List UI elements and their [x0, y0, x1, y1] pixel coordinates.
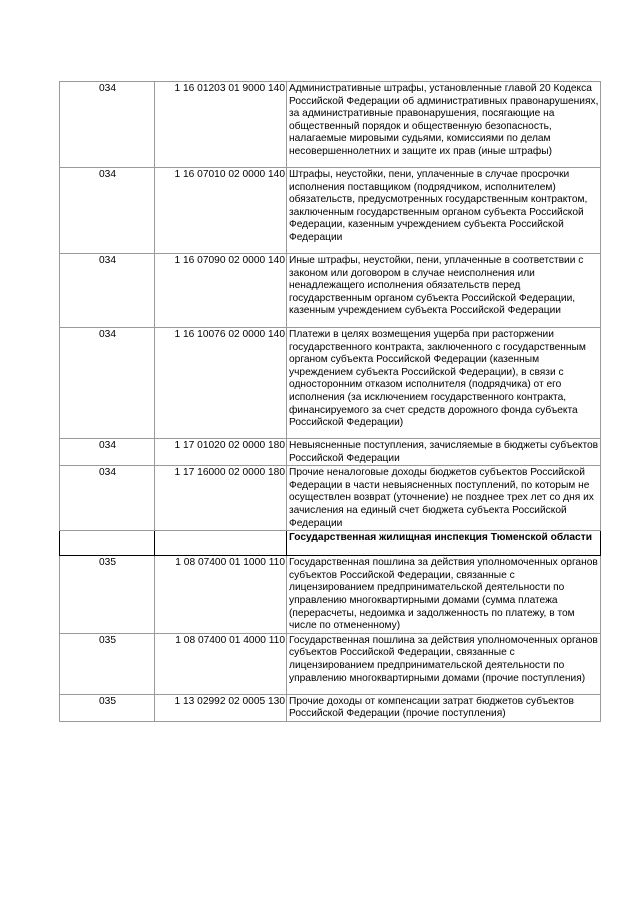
admin-code-cell: 034 — [60, 439, 155, 466]
kbk-code-cell: 1 17 16000 02 0000 180 — [155, 466, 287, 531]
kbk-code-cell: 1 16 07090 02 0000 140 — [155, 254, 287, 328]
kbk-code-cell: 1 13 02992 02 0005 130 — [155, 694, 287, 721]
admin-code-cell: 035 — [60, 556, 155, 634]
revenue-name-cell: Прочие неналоговые доходы бюджетов субъектов Российской Федерации в части невыясненных поступлений, по которым не осуществлен возврат (уточнение) не позднее трех лет со дня их зачисления на единый счет бюджета субъекта Российской Федерации — [287, 466, 601, 531]
admin-code-cell: 034 — [60, 328, 155, 439]
table-row — [60, 439, 601, 466]
kbk-code-cell — [155, 531, 287, 556]
revenue-name-cell: Прочие доходы от компенсации затрат бюджетов субъектов Российской Федерации (прочие поступления) — [287, 694, 601, 721]
kbk-code-cell: 1 16 07010 02 0000 140 — [155, 168, 287, 254]
table-row — [60, 328, 601, 439]
kbk-code-cell: 1 17 01020 02 0000 180 — [155, 439, 287, 466]
admin-code-cell: 034 — [60, 82, 155, 168]
revenue-name-cell: Государственная пошлина за действия уполномоченных органов субъектов Российской Федерации, связанные с лицензированием предпринимательской деятельности по управлению многоквартирными домами (сумма платежа (перерасчеты, недоимка и задолженность по платежу, в том числе по отмененному) — [287, 556, 601, 634]
admin-code-cell: 034 — [60, 254, 155, 328]
admin-code-cell: 034 — [60, 466, 155, 531]
section-title: Государственная жилищная инспекция Тюменской области — [287, 531, 601, 556]
revenue-name-cell: Иные штрафы, неустойки, пени, уплаченные в соответствии с законом или договором в случае неисполнения или ненадлежащего исполнения обязательств перед государственным органом субъекта Российской Федерации, казенным учреждением субъекта Российской Федерации — [287, 254, 601, 328]
admin-code-cell — [60, 531, 155, 556]
kbk-code-cell: 1 16 10076 02 0000 140 — [155, 328, 287, 439]
kbk-code-cell: 1 16 01203 01 9000 140 — [155, 82, 287, 168]
kbk-code-cell: 1 08 07400 01 4000 110 — [155, 633, 287, 694]
revenue-name-cell: Государственная пошлина за действия уполномоченных органов субъектов Российской Федерации, связанные с лицензированием предпринимательской деятельности по управлению многоквартирными домами (прочие поступления) — [287, 633, 601, 694]
budget-revenue-table — [59, 81, 601, 722]
table-row — [60, 82, 601, 168]
table-row — [60, 556, 601, 634]
table-body — [60, 82, 601, 722]
revenue-name-cell: Невыясненные поступления, зачисляемые в бюджеты субъектов Российской Федерации — [287, 439, 601, 466]
table-row — [60, 168, 601, 254]
admin-code-cell: 035 — [60, 633, 155, 694]
table-row — [60, 633, 601, 694]
table-row — [60, 254, 601, 328]
admin-code-cell: 034 — [60, 168, 155, 254]
section-header-row — [60, 531, 601, 556]
table-row — [60, 466, 601, 531]
revenue-name-cell: Штрафы, неустойки, пени, уплаченные в случае просрочки исполнения поставщиком (подрядчиком, исполнителем) обязательств, предусмотренных государственным контрактом, заключенным государственным органом субъекта Российской Федерации, казенным учреждением субъекта Российской Федерации — [287, 168, 601, 254]
table-row — [60, 694, 601, 721]
admin-code-cell: 035 — [60, 694, 155, 721]
revenue-name-cell: Платежи в целях возмещения ущерба при расторжении государственного контракта, заключенного с государственным органом субъекта Российской Федерации (казенным учреждением субъекта Российской Федерации), в связи с односторонним отказом исполнителя (подрядчика) от его исполнения (за исключением государственного контракта, финансируемого за счет средств дорожного фонда субъекта Российской Федерации) — [287, 328, 601, 439]
revenue-name-cell: Административные штрафы, установленные главой 20 Кодекса Российской Федерации об административных правонарушениях, за административные правонарушения, посягающие на общественный порядок и общественную безопасность, налагаемые мировыми судьями, комиссиями по делам несовершеннолетних и защите их прав (иные штрафы) — [287, 82, 601, 168]
kbk-code-cell: 1 08 07400 01 1000 110 — [155, 556, 287, 634]
